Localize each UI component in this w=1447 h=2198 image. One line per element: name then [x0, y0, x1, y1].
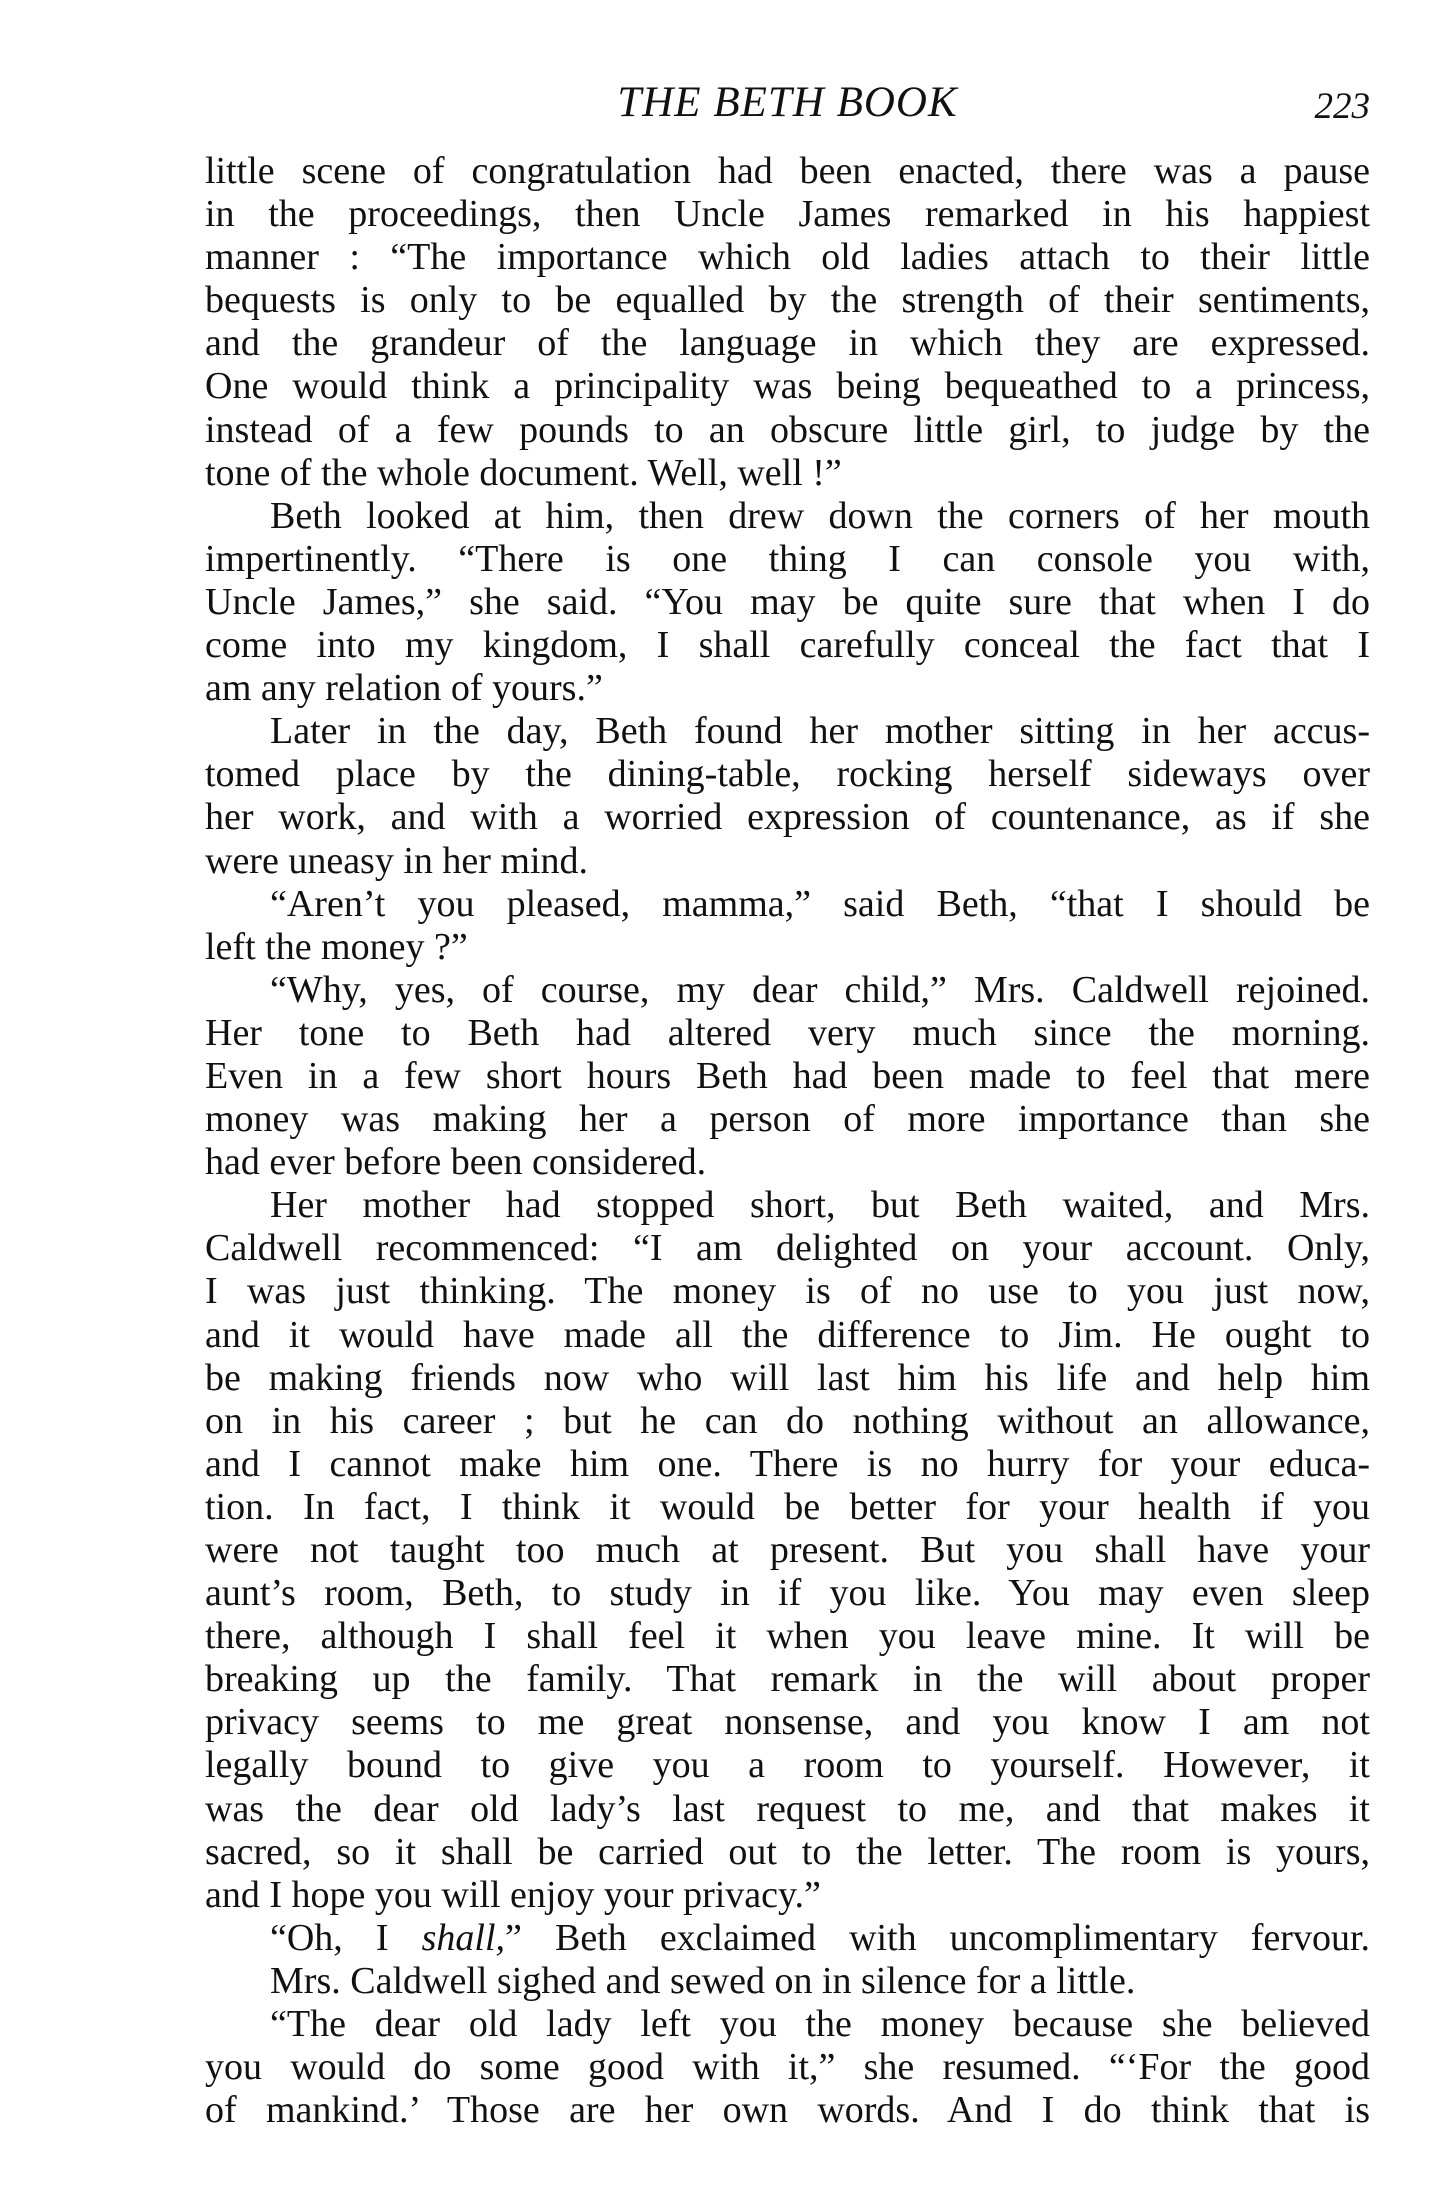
body-text — [205, 150, 1370, 2132]
text-line: manner : “The importance which old ladies attach to their little — [205, 236, 1370, 279]
text-line: there, although I shall feel it when you leave mine. It will be — [205, 1615, 1370, 1658]
text-line: “Aren’t you pleased, mamma,” said Beth, “that I should be — [270, 882, 1370, 925]
page-number: 223 — [1314, 86, 1370, 127]
text-line: little scene of congratulation had been enacted, there was a pause — [205, 150, 1370, 192]
text-line-with-italic — [205, 1917, 1370, 1960]
text-line: aunt’s room, Beth, to study in if you like. You may even sleep — [205, 1572, 1370, 1615]
text-line: were uneasy in her mind. — [205, 839, 589, 882]
text-line: you would do some good with it,” she resumed. “‘For the good — [205, 2046, 1370, 2089]
text-line: tone of the whole document. Well, well !” — [205, 451, 842, 494]
running-title: THE BETH BOOK — [617, 79, 958, 126]
text-line: was the dear old lady’s last request to me, and that makes it — [205, 1787, 1370, 1830]
text-line: legally bound to give you a room to yourself. However, it — [205, 1744, 1370, 1787]
text-line: breaking up the family. That remark in the will about proper — [205, 1658, 1370, 1701]
line-text-before: “Oh, I — [270, 1916, 422, 1959]
italic-word: shall, — [421, 1916, 506, 1959]
text-line: of mankind.’ Those are her own words. And I do think that is — [205, 2089, 1370, 2132]
text-line: privacy seems to me great nonsense, and you know I am not — [205, 1701, 1370, 1744]
line-text-after: ” Beth exclaimed with uncomplimentary fervour. — [505, 1916, 1371, 1959]
text-line: her work, and with a worried expression of countenance, as if she — [205, 796, 1370, 839]
text-line: Even in a few short hours Beth had been made to feel that mere — [205, 1054, 1370, 1097]
text-line: be making friends now who will last him his life and help him — [205, 1356, 1370, 1399]
text-line: left the money ?” — [205, 925, 468, 968]
running-head — [205, 78, 1370, 128]
text-line: come into my kingdom, I shall carefully conceal the fact that I — [205, 624, 1370, 667]
text-line: Beth looked at him, then drew down the corners of her mouth — [270, 494, 1370, 537]
text-line: Mrs. Caldwell sighed and sewed on in silence for a little. — [270, 1959, 1136, 2002]
text-line: tion. In fact, I think it would be better for your health if you — [205, 1485, 1370, 1528]
text-line: Her mother had stopped short, but Beth waited, and Mrs. — [270, 1184, 1370, 1227]
text-line: impertinently. “There is one thing I can console you with, — [205, 537, 1370, 580]
text-line: money was making her a person of more importance than she — [205, 1098, 1370, 1141]
text-line: and the grandeur of the language in which they are expressed. — [205, 322, 1370, 365]
text-line: sacred, so it shall be carried out to the letter. The room is yours, — [205, 1830, 1370, 1873]
text-line: tomed place by the dining-table, rocking herself sideways over — [205, 753, 1370, 796]
text-line: I was just thinking. The money is of no use to you just now, — [205, 1270, 1370, 1313]
text-line: instead of a few pounds to an obscure little girl, to judge by the — [205, 408, 1370, 451]
text-line: and I hope you will enjoy your privacy.” — [205, 1873, 821, 1916]
text-line: bequests is only to be equalled by the strength of their sentiments, — [205, 279, 1370, 322]
text-line: on in his career ; but he can do nothing without an allowance, — [205, 1399, 1370, 1442]
text-line: am any relation of yours.” — [205, 667, 603, 710]
text-line: Her tone to Beth had altered very much since the morning. — [205, 1011, 1370, 1054]
text-line: were not taught too much at present. But you shall have your — [205, 1529, 1370, 1571]
text-line: had ever before been considered. — [205, 1141, 707, 1184]
text-line: and it would have made all the difference to Jim. He ought to — [205, 1313, 1370, 1356]
text-line: and I cannot make him one. There is no hurry for your educa- — [205, 1442, 1370, 1485]
text-line: Caldwell recommenced: “I am delighted on your account. Only, — [205, 1227, 1370, 1270]
text-line: Uncle James,” she said. “You may be quite sure that when I do — [205, 580, 1370, 623]
text-line: One would think a principality was being bequeathed to a princess, — [205, 365, 1370, 408]
text-line: “The dear old lady left you the money because she believed — [270, 2003, 1370, 2046]
text-line: “Why, yes, of course, my dear child,” Mrs. Caldwell rejoined. — [270, 968, 1370, 1011]
text-line: Later in the day, Beth found her mother sitting in her accus- — [270, 710, 1370, 753]
text-line: in the proceedings, then Uncle James remarked in his happiest — [205, 193, 1370, 236]
